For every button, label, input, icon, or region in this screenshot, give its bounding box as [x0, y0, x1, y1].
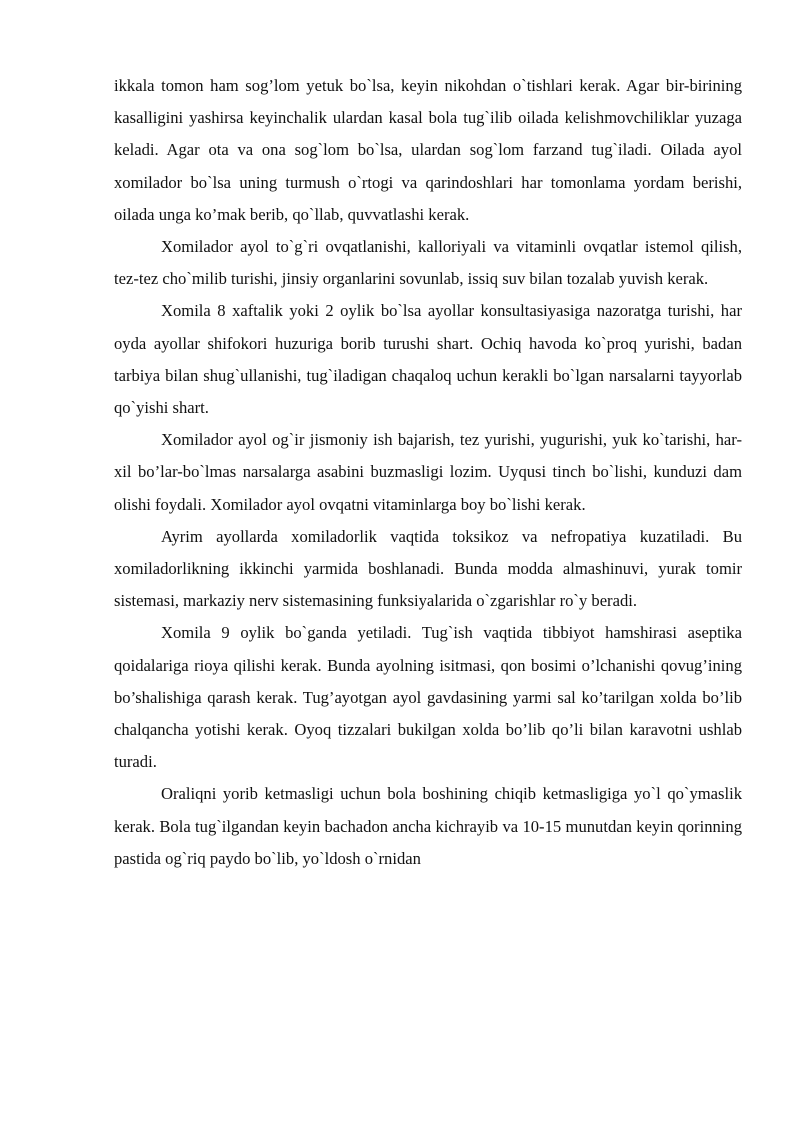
paragraph-4: Xomilador ayol og`ir jismoniy ish bajarish, tez yurishi, yugurishi, yuk ko`tarishi, har-xil bo’lar-bo`lmas narsalarga asabini buzmasligi lozim. Uyqusi tinch bo`lishi, kunduzi dam olishi foydali. Xomilador ayol ovqatni vitaminlarga boy bo`lishi kerak. — [114, 430, 742, 514]
paragraph-1: ikkala tomon ham sog’lom yetuk bo`lsa, keyin nikohdan o`tishlari kerak. Agar bir-birining kasalligini yashirsa keyinchalik ulardan kasal bola tug`ilib oilada kelishmovchiliklar yuzaga keladi. Agar ota va ona sog`lom bo`lsa, ulardan sog`lom farzand tug`iladi. Oilada ayol xomilador bo`lsa uning turmush o`rtogi va qarindoshlari har tomonlama yordam berishi, oilada unga ko’mak berib, qo`llab, quvvatlashi kerak. — [114, 76, 742, 224]
paragraph-5: Ayrim ayollarda xomiladorlik vaqtida toksikoz va nefropatiya kuzatiladi. Bu xomiladorlikning ikkinchi yarmida boshlanadi. Bunda modda almashinuvi, yurak tomir sistemasi, markaziy nerv sistemasining funksiyalarida o`zgarishlar ro`y beradi. — [114, 526, 742, 611]
document-page — [114, 70, 742, 875]
paragraph-7: Oraliqni yorib ketmasligi uchun bola boshining chiqib ketmasligiga yo`l qo`ymaslik kerak. Bola tug`ilgandan keyin bachadon ancha kichrayib va 10-15 munutdan keyin qorinning pastida og`riq paydo bo`lib, yo`ldosh o`rnidan — [114, 784, 742, 868]
paragraph-2: Xomilador ayol to`g`ri ovqatlanishi, kalloriyali va vitaminli ovqatlar istemol qilish, tez-tez cho`milib turishi, jinsiy organlarini sovunlab, issiq suv bilan tozalab yuvish kerak. — [114, 237, 742, 289]
paragraph-6: Xomila 9 oylik bo`ganda yetiladi. Tug`ish vaqtida tibbiyot hamshirasi aseptika qoidalariga rioya qilishi kerak. Bunda ayolning isitmasi, qon bosimi o’lchanishi qovug’ining bo’shalishiga qarash kerak. Tug’ayotgan ayol gavdasining yarmi sal ko’tarilgan xolda bo’lib chalqancha yotishi kerak. Oyoq tizzalari bukilgan xolda bo’lib qo’li bilan karavotni ushlab turadi. — [114, 623, 742, 772]
paragraph-3: Xomila 8 xaftalik yoki 2 oylik bo`lsa ayollar konsultasiyasiga nazoratga turishi, har oyda ayollar shifokori huzuriga borib turushi shart. Ochiq havoda ko`proq yurishi, badan tarbiya bilan shug`ullanishi, tug`iladigan chaqaloq uchun kerakli bo`lgan narsalarni tayyorlab qo`yishi shart. — [114, 301, 742, 418]
